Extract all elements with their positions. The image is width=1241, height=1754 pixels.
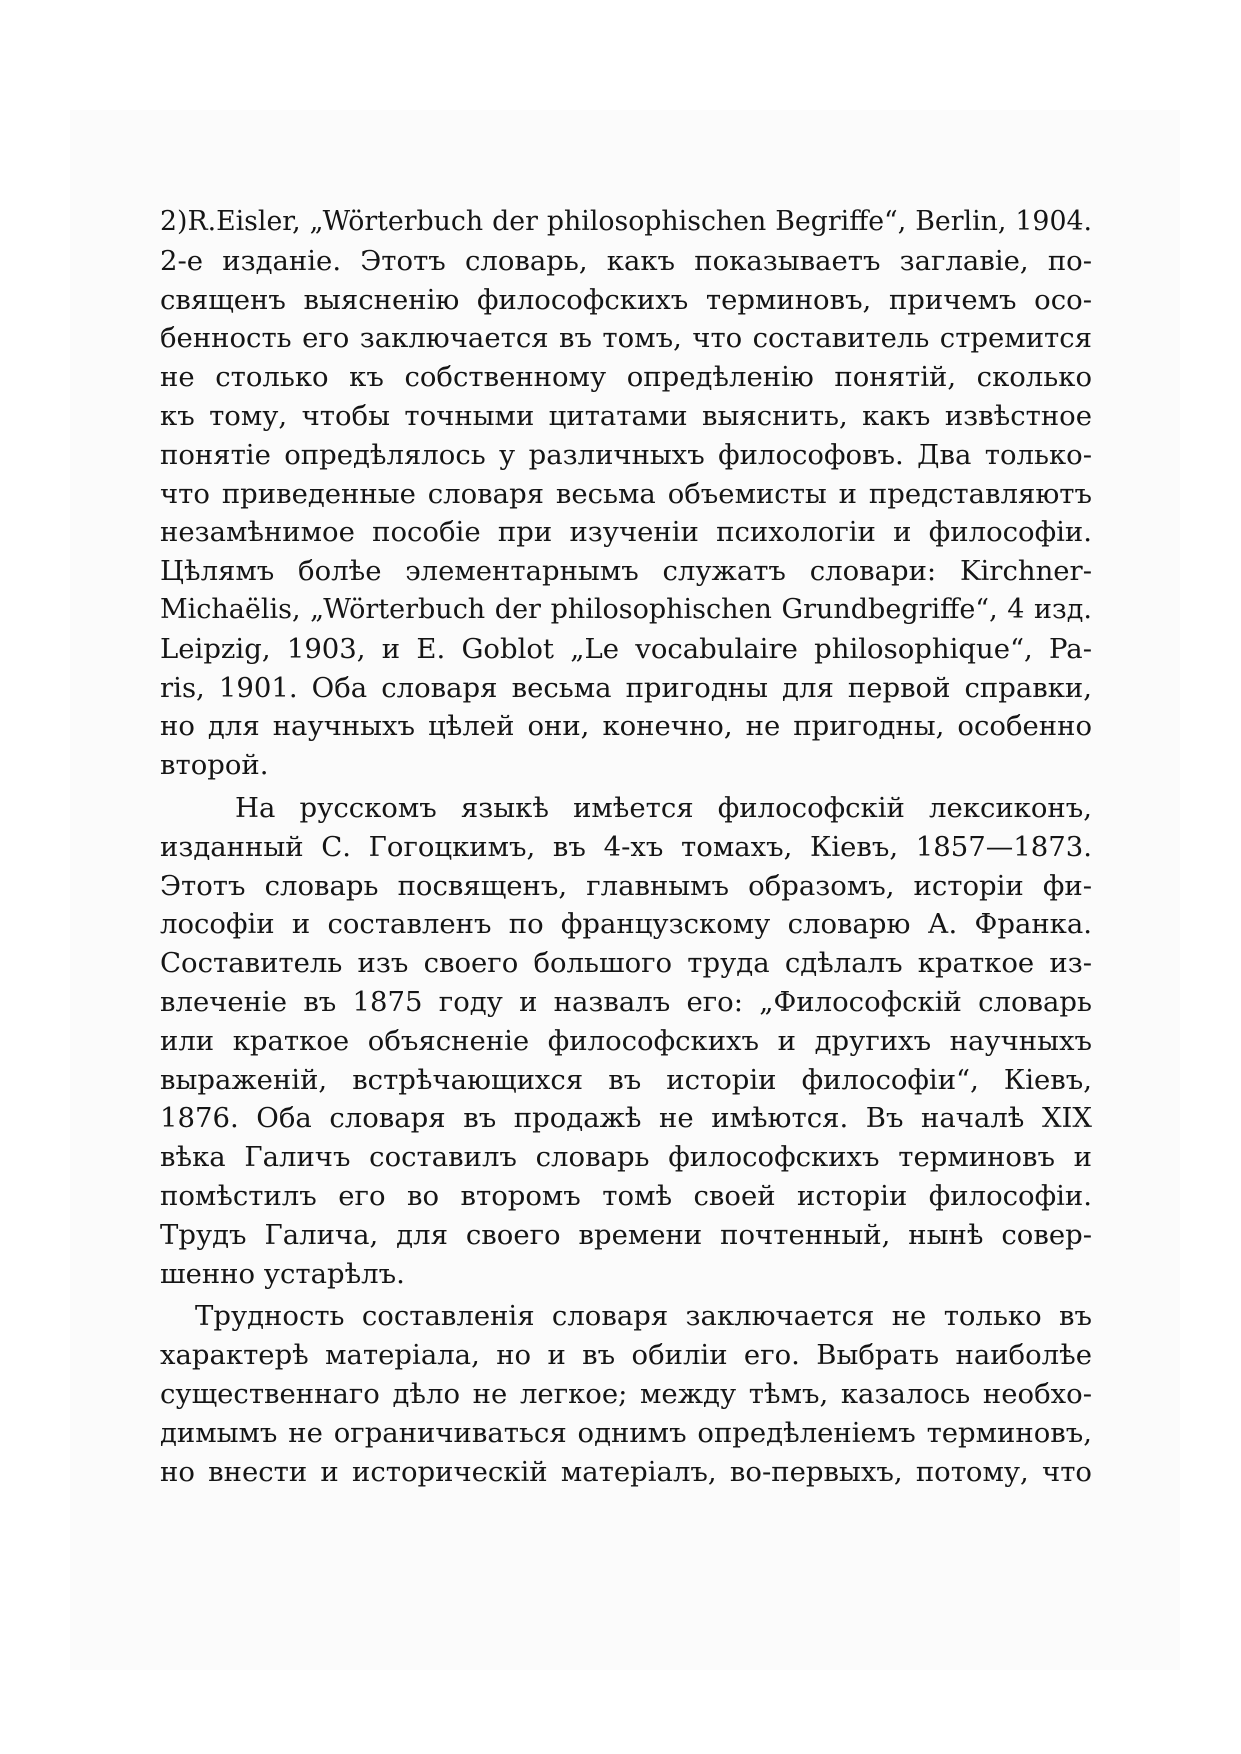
text-line: характерѣ матеріала, но и въ обиліи его. Выбрать наиболѣе (160, 1339, 1092, 1372)
text-line: лософіи и составленъ по французскому словарю А. Франка. (160, 908, 1092, 941)
paragraph-russian-lexicon (160, 789, 1092, 1293)
text-line: бенность его заключается въ томъ, что составитель стремится (160, 322, 1092, 355)
text-line: Michaëlis, „Wörterbuch der philosophischen Grundbegriffe“, 4 изд. (160, 593, 1092, 625)
text-line: помѣстилъ его во второмъ томѣ своей исторіи философіи. (160, 1179, 1092, 1212)
text-line: второй. (160, 749, 269, 782)
text-line: Трудъ Галича, для своего времени почтенный, нынѣ совер- (160, 1218, 1092, 1251)
paragraph-compilation-difficulty (160, 1297, 1092, 1491)
text-line: что приведенные словаря весьма объемисты и представляютъ (160, 477, 1092, 510)
text-line: но для научныхъ цѣлей они, конечно, не пригодны, особенно (160, 710, 1092, 743)
text-line: къ тому, чтобы точными цитатами выяснить, какъ извѣстное (160, 399, 1092, 432)
text-line: 2-е изданіе. Этотъ словарь, какъ показываетъ заглавіе, по- (160, 244, 1092, 277)
text-line: Этотъ словарь посвященъ, главнымъ образомъ, исторіи фи- (160, 869, 1092, 902)
text-line: священъ выясненію философскихъ терминовъ, причемъ осо- (160, 283, 1092, 316)
text-line: но внести и историческій матеріалъ, во-первыхъ, потому, что (160, 1455, 1092, 1488)
text-line: понятіе опредѣлялось у различныхъ философовъ. Два только- (160, 438, 1092, 471)
paragraph-eisler-dictionary (160, 203, 1092, 785)
text-line: или краткое объясненіе философскихъ и другихъ научныхъ (160, 1024, 1092, 1057)
text-line: 2)R.Eisler, „Wörterbuch der philosophischen Begriffe“, Berlin, 1904. (160, 206, 1092, 237)
text-line: Цѣлямъ болѣе элементарнымъ служатъ словари: Kirchner- (160, 555, 1092, 588)
text-line: влеченіе въ 1875 году и назвалъ его: „Философскій словарь (160, 985, 1092, 1018)
document-text (160, 203, 1092, 1491)
text-line: На русскомъ языкѣ имѣется философскій лексиконъ, (235, 791, 1092, 824)
text-line: димымъ не ограничиваться однимъ опредѣленіемъ терминовъ, (160, 1416, 1092, 1449)
text-line: изданный С. Гогоцкимъ, въ 4-хъ томахъ, Кіевъ, 1857—1873. (160, 830, 1092, 863)
text-line: Leipzig, 1903, и E. Goblot „Le vocabulaire philosophique“, Pa- (160, 632, 1092, 665)
text-line: Составитель изъ своего большого труда сдѣлалъ краткое из- (160, 947, 1092, 980)
text-line: ris, 1901. Оба словаря весьма пригодны для первой справки, (160, 671, 1092, 704)
text-line: не столько къ собственному опредѣленію понятій, сколько (160, 361, 1092, 394)
text-line: незамѣнимое пособіе при изученіи психологіи и философіи. (160, 516, 1092, 549)
text-line: 1876. Оба словаря въ продажѣ не имѣются. Въ началѣ XIX (160, 1102, 1092, 1135)
text-line: выраженій, встрѣчающихся въ исторіи философіи“, Кіевъ, (160, 1063, 1092, 1096)
text-line: шенно устарѣлъ. (160, 1257, 405, 1290)
text-line: вѣка Галичъ составилъ словарь философскихъ терминовъ и (160, 1141, 1092, 1174)
text-line: существеннаго дѣло не легкое; между тѣмъ, казалось необхо- (160, 1377, 1092, 1410)
text-line: Трудность составленія словаря заключается не только въ (195, 1300, 1092, 1333)
